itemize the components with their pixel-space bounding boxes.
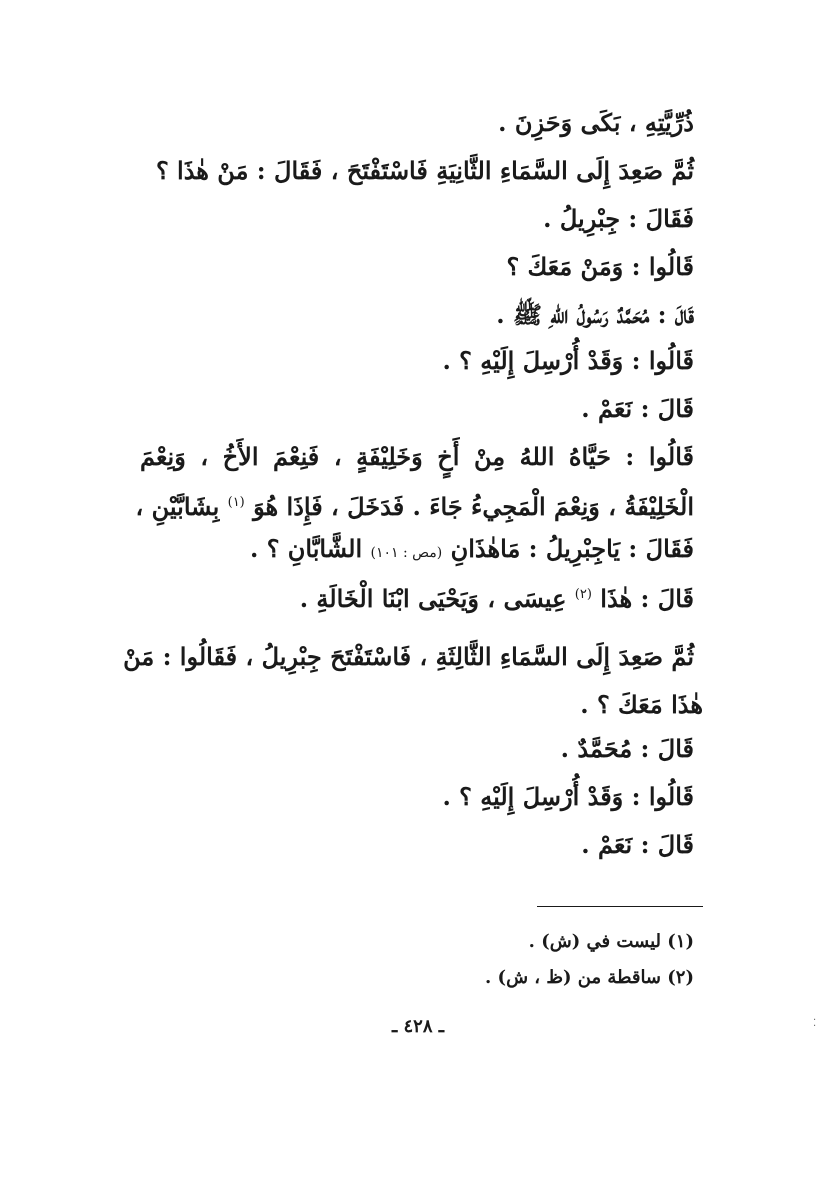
text-line-9 <box>135 488 694 522</box>
footnote-ref-2: (٢) <box>574 587 592 602</box>
text-line-11-part-a: قَالَ : هٰذَا <box>600 584 694 613</box>
scan-speck: ⁚ <box>813 1018 817 1029</box>
text-line-13: هٰذَا مَعَكَ ؟ . <box>580 690 703 719</box>
text-line-12: ثُمَّ صَعِدَ إِلَى السَّمَاءِ الثَّالِثَةِ ، فَاسْتَفْتَحَ جِبْرِيلُ ، فَقَالُوا : مَنْ <box>123 642 694 671</box>
text-line-8: قَالُوا : حَيَّاهُ اللهُ مِنْ أَخٍ وَخَلِيْفَةٍ ، فَنِعْمَ الأَخُ ، وَنِعْمَ <box>140 442 694 471</box>
text-line-15: قَالُوا : وَقَدْ أُرْسِلَ إِلَيْهِ ؟ . <box>442 782 694 811</box>
text-line-4: قَالُوا : وَمَنْ مَعَكَ ؟ <box>506 252 694 281</box>
manuscript-ref: (مص : ١٠١) <box>370 545 443 561</box>
footnote-2: (٢) ساقطة من (ظ ، ش) . <box>485 967 694 988</box>
footnote-ref-1: (١) <box>227 495 245 510</box>
text-line-2: ثُمَّ صَعِدَ إِلَى السَّمَاءِ الثَّانِيَةِ فَاسْتَفْتَحَ ، فَقَالَ : مَنْ هٰذَا ؟ <box>155 156 694 185</box>
text-line-7: قَالَ : نَعَمْ . <box>581 394 694 423</box>
text-line-1: ذُرِّيَّتِهِ ، بَكَى وَحَزِنَ . <box>498 108 694 137</box>
text-line-6: قَالُوا : وَقَدْ أُرْسِلَ إِلَيْهِ ؟ . <box>442 346 694 375</box>
text-line-11 <box>300 580 694 614</box>
text-line-5: قَالَ : مُحَمَّدٌ رَسُولُ اللهِ ﷺ . <box>496 300 694 329</box>
footnote-1: (١) ليست في (ش) . <box>528 931 694 952</box>
footnote-separator <box>537 906 703 907</box>
text-line-16: قَالَ : نَعَمْ . <box>581 830 694 859</box>
text-line-14: قَالَ : مُحَمَّدٌ . <box>560 734 694 763</box>
text-line-3: فَقَالَ : جِبْرِيلُ . <box>543 204 694 233</box>
text-line-9-part-a: الْخَلِيْفَةُ ، وَنِعْمَ الْمَجِيءُ جَاءَ . فَدَخَلَ ، فَإِذَا هُوَ <box>253 492 694 521</box>
text-line-10-part-b: الشَّابَّانِ ؟ . <box>250 534 363 563</box>
text-line-10 <box>250 534 694 568</box>
page-number: ـ ٤٢٨ ـ <box>391 1016 445 1037</box>
text-line-11-part-b: عِيسَى ، وَيَحْيَى ابْنَا الْخَالَةِ . <box>299 584 567 613</box>
text-line-9-part-b: بِشَابَّيْنِ ، <box>135 492 220 521</box>
text-line-10-part-a: فَقَالَ : يَاجِبْرِيلُ : مَاهٰذَانِ <box>450 534 694 563</box>
